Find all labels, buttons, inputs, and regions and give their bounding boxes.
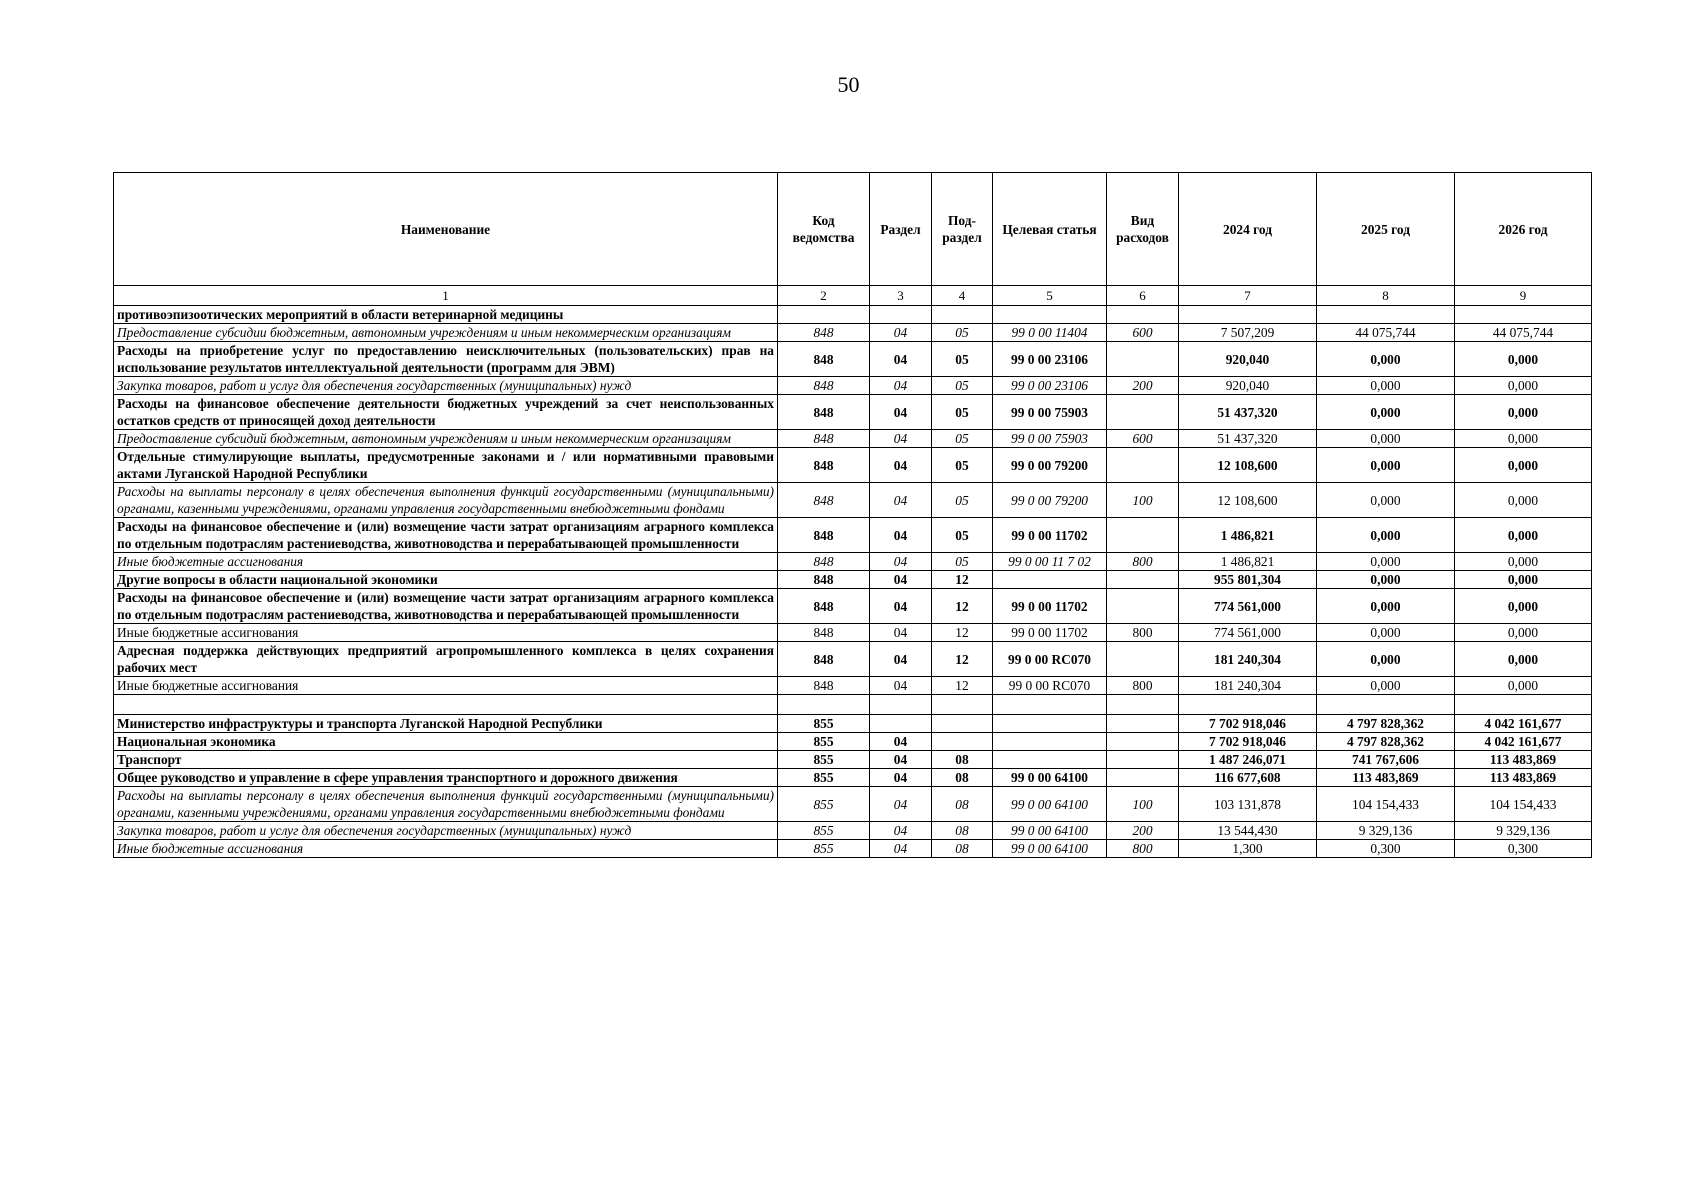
cell-2024 <box>1179 695 1317 715</box>
cell-2024: 51 437,320 <box>1179 395 1317 430</box>
cell-vid <box>1107 571 1179 589</box>
cell-ved: 848 <box>778 642 870 677</box>
cell-2024: 181 240,304 <box>1179 642 1317 677</box>
table-row <box>114 589 1592 624</box>
cell-razdel: 04 <box>870 553 932 571</box>
cell-2025: 0,000 <box>1317 377 1455 395</box>
table-row <box>114 769 1592 787</box>
table-row <box>114 377 1592 395</box>
cell-name: Расходы на финансовое обеспечение и (или) возмещение части затрат организациям аграрного комплекса по отдельным подотраслям растениеводства, животноводства и перерабатывающей промышленности <box>114 518 778 553</box>
cell-2024: 103 131,878 <box>1179 787 1317 822</box>
cell-2025: 0,000 <box>1317 483 1455 518</box>
cell-2025: 44 075,744 <box>1317 324 1455 342</box>
cell-2026: 0,000 <box>1455 377 1592 395</box>
cell-2025: 0,000 <box>1317 624 1455 642</box>
cell-ved: 855 <box>778 769 870 787</box>
cell-razdel: 04 <box>870 751 932 769</box>
cell-podrazdel: 05 <box>932 483 993 518</box>
cell-podrazdel: 05 <box>932 518 993 553</box>
cell-name: Расходы на выплаты персоналу в целях обеспечения выполнения функций государственными (муниципальными) органами, казенными учреждениями, органами управления государственными внебюджетными фондами <box>114 483 778 518</box>
cell-statya: 99 0 00 79200 <box>993 448 1107 483</box>
table-row <box>114 342 1592 377</box>
table-body <box>114 306 1592 858</box>
cell-vid <box>1107 751 1179 769</box>
cell-name: противоэпизоотических мероприятий в области ветеринарной медицины <box>114 306 778 324</box>
cell-statya: 99 0 00 11404 <box>993 324 1107 342</box>
budget-table <box>113 172 1592 858</box>
cell-ved: 848 <box>778 430 870 448</box>
table-row <box>114 751 1592 769</box>
cell-name: Адресная поддержка действующих предприятий агропромышленного комплекса в целях сохранения рабочих мест <box>114 642 778 677</box>
cell-vid <box>1107 715 1179 733</box>
table-row <box>114 306 1592 324</box>
cell-statya: 99 0 00 64100 <box>993 769 1107 787</box>
cell-name: Транспорт <box>114 751 778 769</box>
cell-razdel <box>870 695 932 715</box>
cell-2026: 0,300 <box>1455 840 1592 858</box>
cell-statya <box>993 695 1107 715</box>
cell-name: Иные бюджетные ассигнования <box>114 553 778 571</box>
cell-name: Закупка товаров, работ и услуг для обеспечения государственных (муниципальных) нужд <box>114 822 778 840</box>
cell-podrazdel: 12 <box>932 571 993 589</box>
cell-2025: 4 797 828,362 <box>1317 733 1455 751</box>
cell-ved: 848 <box>778 677 870 695</box>
cell-2025: 0,000 <box>1317 571 1455 589</box>
column-number: 5 <box>993 286 1107 306</box>
header-podrazdel: Под-раздел <box>932 173 993 286</box>
cell-2024: 1 486,821 <box>1179 518 1317 553</box>
cell-vid <box>1107 306 1179 324</box>
page-number: 50 <box>837 72 860 97</box>
cell-podrazdel: 05 <box>932 377 993 395</box>
cell-2025: 0,000 <box>1317 677 1455 695</box>
cell-ved: 848 <box>778 377 870 395</box>
table-row <box>114 677 1592 695</box>
cell-2026: 4 042 161,677 <box>1455 715 1592 733</box>
cell-name <box>114 695 778 715</box>
cell-vid: 200 <box>1107 822 1179 840</box>
cell-ved: 855 <box>778 733 870 751</box>
cell-podrazdel: 12 <box>932 642 993 677</box>
cell-2025: 113 483,869 <box>1317 769 1455 787</box>
table-row <box>114 448 1592 483</box>
cell-name: Иные бюджетные ассигнования <box>114 840 778 858</box>
cell-podrazdel <box>932 715 993 733</box>
cell-2025: 0,000 <box>1317 430 1455 448</box>
cell-name: Расходы на финансовое обеспечение деятельности бюджетных учреждений за счет неиспользованных остатков средств от приносящей доход деятельности <box>114 395 778 430</box>
cell-2026: 113 483,869 <box>1455 751 1592 769</box>
cell-name: Иные бюджетные ассигнования <box>114 624 778 642</box>
cell-statya <box>993 571 1107 589</box>
cell-ved: 855 <box>778 787 870 822</box>
cell-statya: 99 0 00 23106 <box>993 377 1107 395</box>
cell-2026: 4 042 161,677 <box>1455 733 1592 751</box>
cell-2025: 0,000 <box>1317 589 1455 624</box>
cell-name: Предоставление субсидий бюджетным, автономным учреждениям и иным некоммерческим организациям <box>114 430 778 448</box>
cell-2025: 0,300 <box>1317 840 1455 858</box>
cell-statya: 99 0 00 79200 <box>993 483 1107 518</box>
cell-podrazdel: 08 <box>932 769 993 787</box>
cell-2025 <box>1317 695 1455 715</box>
cell-podrazdel: 08 <box>932 840 993 858</box>
cell-vid <box>1107 395 1179 430</box>
header-ved: Код ведомства <box>778 173 870 286</box>
table-row <box>114 553 1592 571</box>
cell-ved: 855 <box>778 840 870 858</box>
cell-2026: 0,000 <box>1455 589 1592 624</box>
cell-podrazdel <box>932 306 993 324</box>
cell-statya: 99 0 00 75903 <box>993 430 1107 448</box>
cell-2026 <box>1455 695 1592 715</box>
column-number: 3 <box>870 286 932 306</box>
cell-2025: 9 329,136 <box>1317 822 1455 840</box>
cell-razdel: 04 <box>870 430 932 448</box>
cell-2026: 0,000 <box>1455 642 1592 677</box>
cell-vid: 800 <box>1107 624 1179 642</box>
cell-statya: 99 0 00 23106 <box>993 342 1107 377</box>
cell-podrazdel: 12 <box>932 624 993 642</box>
cell-podrazdel: 12 <box>932 589 993 624</box>
cell-ved: 848 <box>778 395 870 430</box>
cell-razdel: 04 <box>870 769 932 787</box>
cell-2026: 0,000 <box>1455 448 1592 483</box>
cell-statya <box>993 751 1107 769</box>
cell-2026: 0,000 <box>1455 395 1592 430</box>
cell-2025: 0,000 <box>1317 518 1455 553</box>
cell-2026 <box>1455 306 1592 324</box>
cell-2024 <box>1179 306 1317 324</box>
cell-statya: 99 0 00 11702 <box>993 624 1107 642</box>
cell-ved: 848 <box>778 518 870 553</box>
cell-2024: 116 677,608 <box>1179 769 1317 787</box>
cell-statya: 99 0 00 RC070 <box>993 677 1107 695</box>
cell-vid <box>1107 518 1179 553</box>
column-number: 8 <box>1317 286 1455 306</box>
cell-ved: 848 <box>778 448 870 483</box>
cell-2026: 0,000 <box>1455 571 1592 589</box>
cell-podrazdel: 12 <box>932 677 993 695</box>
header-2025: 2025 год <box>1317 173 1455 286</box>
cell-vid: 800 <box>1107 553 1179 571</box>
table-row <box>114 518 1592 553</box>
cell-name: Расходы на выплаты персоналу в целях обеспечения выполнения функций государственными (муниципальными) органами, казенными учреждениями, органами управления государственными внебюджетными фондами <box>114 787 778 822</box>
table-row <box>114 715 1592 733</box>
cell-2024: 955 801,304 <box>1179 571 1317 589</box>
cell-2026: 0,000 <box>1455 518 1592 553</box>
cell-statya <box>993 715 1107 733</box>
cell-name: Национальная экономика <box>114 733 778 751</box>
cell-2026: 9 329,136 <box>1455 822 1592 840</box>
cell-statya: 99 0 00 64100 <box>993 787 1107 822</box>
cell-2026: 0,000 <box>1455 483 1592 518</box>
table-header-row <box>114 173 1592 286</box>
cell-name: Расходы на приобретение услуг по предоставлению неисключительных (пользовательских) прав на использование результатов интеллектуальной деятельности (программ для ЭВМ) <box>114 342 778 377</box>
cell-2026: 0,000 <box>1455 553 1592 571</box>
cell-2025: 0,000 <box>1317 342 1455 377</box>
cell-2024: 920,040 <box>1179 342 1317 377</box>
cell-vid: 600 <box>1107 324 1179 342</box>
cell-vid <box>1107 448 1179 483</box>
cell-razdel: 04 <box>870 840 932 858</box>
cell-name: Другие вопросы в области национальной экономики <box>114 571 778 589</box>
cell-2026: 0,000 <box>1455 430 1592 448</box>
cell-razdel: 04 <box>870 377 932 395</box>
column-number: 7 <box>1179 286 1317 306</box>
cell-2024: 920,040 <box>1179 377 1317 395</box>
cell-statya <box>993 733 1107 751</box>
cell-ved: 848 <box>778 342 870 377</box>
cell-2024: 7 507,209 <box>1179 324 1317 342</box>
cell-vid: 600 <box>1107 430 1179 448</box>
table-row <box>114 787 1592 822</box>
cell-2026: 0,000 <box>1455 624 1592 642</box>
cell-vid: 800 <box>1107 840 1179 858</box>
cell-ved: 848 <box>778 553 870 571</box>
cell-ved: 855 <box>778 751 870 769</box>
cell-2024: 51 437,320 <box>1179 430 1317 448</box>
header-2026: 2026 год <box>1455 173 1592 286</box>
cell-vid <box>1107 695 1179 715</box>
cell-ved: 855 <box>778 715 870 733</box>
column-number: 9 <box>1455 286 1592 306</box>
cell-razdel: 04 <box>870 395 932 430</box>
cell-statya: 99 0 00 64100 <box>993 822 1107 840</box>
cell-podrazdel: 05 <box>932 448 993 483</box>
cell-name: Отдельные стимулирующие выплаты, предусмотренные законами и / или нормативными правовыми актами Луганской Народной Республики <box>114 448 778 483</box>
cell-2026: 113 483,869 <box>1455 769 1592 787</box>
cell-statya: 99 0 00 11702 <box>993 589 1107 624</box>
cell-vid: 100 <box>1107 483 1179 518</box>
table-row <box>114 430 1592 448</box>
cell-2025: 4 797 828,362 <box>1317 715 1455 733</box>
cell-ved: 848 <box>778 483 870 518</box>
table-row <box>114 695 1592 715</box>
cell-ved: 848 <box>778 624 870 642</box>
cell-name: Министерство инфраструктуры и транспорта Луганской Народной Республики <box>114 715 778 733</box>
cell-2025 <box>1317 306 1455 324</box>
cell-ved <box>778 695 870 715</box>
cell-razdel: 04 <box>870 518 932 553</box>
cell-2025: 104 154,433 <box>1317 787 1455 822</box>
cell-podrazdel: 05 <box>932 342 993 377</box>
cell-razdel: 04 <box>870 642 932 677</box>
table-row <box>114 571 1592 589</box>
cell-2024: 774 561,000 <box>1179 624 1317 642</box>
cell-podrazdel: 05 <box>932 430 993 448</box>
cell-2024: 1 487 246,071 <box>1179 751 1317 769</box>
header-name: Наименование <box>114 173 778 286</box>
table-row <box>114 642 1592 677</box>
cell-2025: 0,000 <box>1317 395 1455 430</box>
cell-podrazdel: 08 <box>932 822 993 840</box>
cell-podrazdel: 05 <box>932 395 993 430</box>
cell-2025: 0,000 <box>1317 642 1455 677</box>
cell-ved: 848 <box>778 571 870 589</box>
cell-2024: 13 544,430 <box>1179 822 1317 840</box>
table-row <box>114 395 1592 430</box>
cell-2024: 181 240,304 <box>1179 677 1317 695</box>
cell-podrazdel: 08 <box>932 787 993 822</box>
cell-2024: 1 486,821 <box>1179 553 1317 571</box>
cell-name: Иные бюджетные ассигнования <box>114 677 778 695</box>
column-number: 2 <box>778 286 870 306</box>
cell-razdel: 04 <box>870 589 932 624</box>
cell-2024: 12 108,600 <box>1179 448 1317 483</box>
cell-2026: 104 154,433 <box>1455 787 1592 822</box>
cell-razdel: 04 <box>870 483 932 518</box>
cell-2024: 7 702 918,046 <box>1179 715 1317 733</box>
cell-ved: 848 <box>778 589 870 624</box>
cell-podrazdel: 08 <box>932 751 993 769</box>
cell-podrazdel: 05 <box>932 324 993 342</box>
cell-2024: 1,300 <box>1179 840 1317 858</box>
cell-name: Расходы на финансовое обеспечение и (или) возмещение части затрат организациям аграрного комплекса по отдельным подотраслям растениеводства, животноводства и перерабатывающей промышленности <box>114 589 778 624</box>
column-number: 4 <box>932 286 993 306</box>
column-number: 1 <box>114 286 778 306</box>
table-row <box>114 733 1592 751</box>
cell-2024: 774 561,000 <box>1179 589 1317 624</box>
cell-2024: 7 702 918,046 <box>1179 733 1317 751</box>
cell-2024: 12 108,600 <box>1179 483 1317 518</box>
cell-vid <box>1107 589 1179 624</box>
cell-name: Закупка товаров, работ и услуг для обеспечения государственных (муниципальных) нужд <box>114 377 778 395</box>
table-row <box>114 624 1592 642</box>
cell-razdel: 04 <box>870 448 932 483</box>
cell-statya: 99 0 00 RC070 <box>993 642 1107 677</box>
column-number-row <box>114 286 1592 306</box>
cell-name: Общее руководство и управление в сфере управления транспортного и дорожного движения <box>114 769 778 787</box>
cell-2026: 0,000 <box>1455 677 1592 695</box>
cell-razdel: 04 <box>870 822 932 840</box>
header-razdel: Раздел <box>870 173 932 286</box>
table-row <box>114 324 1592 342</box>
cell-razdel: 04 <box>870 342 932 377</box>
cell-podrazdel: 05 <box>932 553 993 571</box>
cell-ved: 848 <box>778 324 870 342</box>
cell-vid <box>1107 342 1179 377</box>
header-statya: Целевая статья <box>993 173 1107 286</box>
cell-razdel: 04 <box>870 787 932 822</box>
cell-razdel <box>870 306 932 324</box>
column-number: 6 <box>1107 286 1179 306</box>
cell-vid <box>1107 642 1179 677</box>
cell-2026: 0,000 <box>1455 342 1592 377</box>
table-row <box>114 840 1592 858</box>
cell-razdel: 04 <box>870 624 932 642</box>
cell-razdel: 04 <box>870 571 932 589</box>
cell-podrazdel <box>932 733 993 751</box>
cell-statya: 99 0 00 75903 <box>993 395 1107 430</box>
cell-razdel: 04 <box>870 733 932 751</box>
cell-vid <box>1107 733 1179 751</box>
cell-statya <box>993 306 1107 324</box>
cell-statya: 99 0 00 11702 <box>993 518 1107 553</box>
cell-ved: 855 <box>778 822 870 840</box>
cell-2025: 741 767,606 <box>1317 751 1455 769</box>
cell-razdel: 04 <box>870 677 932 695</box>
cell-vid <box>1107 769 1179 787</box>
header-2024: 2024 год <box>1179 173 1317 286</box>
table-row <box>114 822 1592 840</box>
cell-vid: 800 <box>1107 677 1179 695</box>
cell-razdel <box>870 715 932 733</box>
cell-statya: 99 0 00 64100 <box>993 840 1107 858</box>
cell-statya: 99 0 00 11 7 02 <box>993 553 1107 571</box>
cell-2025: 0,000 <box>1317 448 1455 483</box>
cell-razdel: 04 <box>870 324 932 342</box>
cell-2026: 44 075,744 <box>1455 324 1592 342</box>
cell-ved <box>778 306 870 324</box>
cell-name: Предоставление субсидии бюджетным, автономным учреждениям и иным некоммерческим организациям <box>114 324 778 342</box>
header-vid: Вид расходов <box>1107 173 1179 286</box>
cell-2025: 0,000 <box>1317 553 1455 571</box>
cell-vid: 100 <box>1107 787 1179 822</box>
cell-vid: 200 <box>1107 377 1179 395</box>
cell-podrazdel <box>932 695 993 715</box>
table-row <box>114 483 1592 518</box>
